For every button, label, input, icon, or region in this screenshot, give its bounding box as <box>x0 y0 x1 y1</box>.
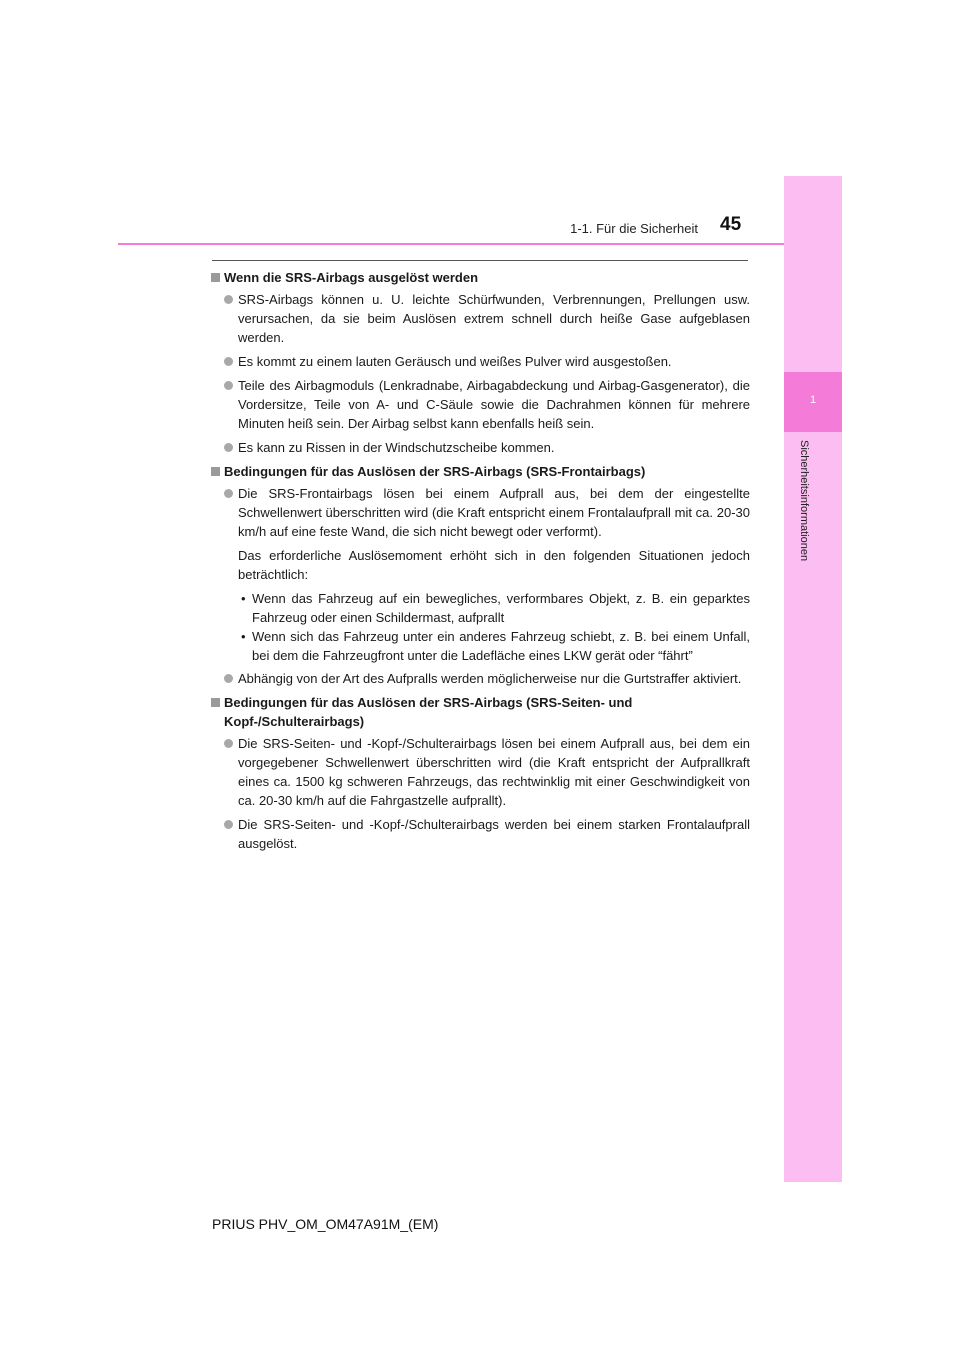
section-title: 1-1. Für die Sicherheit <box>570 221 698 236</box>
sub-bullet-mark: • <box>241 591 246 606</box>
circle-bullet-icon <box>224 820 233 829</box>
circle-bullet-icon <box>224 489 233 498</box>
chapter-label: Sicherheitsinformationen <box>798 440 810 562</box>
list-item-text: Teile des Airbagmoduls (Lenkradnabe, Airbagabdeckung und Airbag-Gasgenerator), die Vordersitze, Teile von A- und C-Säule sowie die Dachrahmen können für mehrere Minuten heiß sein. Der Airbag selbst kann ebenfalls heiß sein. <box>238 378 750 431</box>
list-item-text: Es kann zu Rissen in der Windschutzscheibe kommen. <box>238 440 555 455</box>
section-heading-text: Wenn die SRS-Airbags ausgelöst werden <box>224 270 479 285</box>
circle-bullet-icon <box>224 674 233 683</box>
list-item <box>210 484 750 541</box>
list-item <box>210 734 750 810</box>
square-bullet-icon <box>211 273 220 282</box>
sub-list-item <box>210 627 750 665</box>
list-item <box>210 438 750 457</box>
list-item <box>210 290 750 347</box>
list-item-text: SRS-Airbags können u. U. leichte Schürfwunden, Verbrennungen, Prellungen usw. verursachen, da sie beim Auslösen extrem schnell durch heiße Gase aufgeblasen werden. <box>238 292 750 345</box>
square-bullet-icon <box>211 698 220 707</box>
circle-bullet-icon <box>224 357 233 366</box>
circle-bullet-icon <box>224 381 233 390</box>
sub-bullet-mark: • <box>241 629 246 644</box>
header-rule <box>118 243 784 245</box>
section-heading <box>210 462 750 481</box>
list-item <box>210 352 750 371</box>
circle-bullet-icon <box>224 739 233 748</box>
sub-list-item <box>210 589 750 627</box>
list-item-text: Die SRS-Frontairbags lösen bei einem Aufprall aus, bei dem der eingestellte Schwellenwert überschritten wird (die Kraft entspricht einem Frontalaufprall mit ca. 20-30 km/h auf eine feste Wand, die sich nicht bewegt oder verformt). <box>238 486 750 539</box>
list-item <box>210 669 750 688</box>
list-item <box>210 376 750 433</box>
content-top-rule <box>212 260 748 261</box>
square-bullet-icon <box>211 467 220 476</box>
chapter-side-tab <box>784 176 842 1182</box>
page-content <box>210 268 750 858</box>
circle-bullet-icon <box>224 295 233 304</box>
section-heading-text: Bedingungen für das Auslösen der SRS-Airbags (SRS-Seiten- und Kopf-/Schulterairbags) <box>224 695 633 729</box>
sub-list-item-text: Wenn sich das Fahrzeug unter ein anderes Fahrzeug schiebt, z. B. bei einem Unfall, bei dem die Fahrzeugfront unter die Ladefläche eines LKW gerät oder “fährt” <box>252 629 750 663</box>
list-item <box>210 815 750 853</box>
document-code: PRIUS PHV_OM_OM47A91M_(EM) <box>212 1216 439 1232</box>
list-item-text: Die SRS-Seiten- und -Kopf-/Schulterairbags werden bei einem starken Frontalaufprall ausgelöst. <box>238 817 750 851</box>
list-item-text: Es kommt zu einem lauten Geräusch und weißes Pulver wird ausgestoßen. <box>238 354 672 369</box>
list-item-text: Abhängig von der Art des Aufpralls werden möglicherweise nur die Gurtstraffer aktiviert. <box>238 671 742 686</box>
page-number: 45 <box>720 214 742 235</box>
paragraph: Das erforderliche Auslösemoment erhöht sich in den folgenden Situationen jedoch beträchtlich: <box>238 548 750 582</box>
section-heading <box>210 693 750 731</box>
circle-bullet-icon <box>224 443 233 452</box>
sub-list-item-text: Wenn das Fahrzeug auf ein bewegliches, verformbares Objekt, z. B. ein geparktes Fahrzeug oder einen Schildermast, aufprallt <box>252 591 750 625</box>
section-heading-text: Bedingungen für das Auslösen der SRS-Airbags (SRS-Frontairbags) <box>224 464 646 479</box>
section-heading <box>210 268 750 287</box>
list-item-text: Die SRS-Seiten- und -Kopf-/Schulterairbags lösen bei einem Aufprall aus, bei dem ein vorgegebener Schwellenwert überschritten wird (die Kraft entspricht der Aufprallkraft eines ca. 1500 kg schweren Fahrzeugs, das rechtwinklig mit einer Geschwindigkeit von ca. 20-30 km/h auf die Fahrgastzelle aufprallt). <box>238 736 750 808</box>
chapter-number: 1 <box>809 394 817 406</box>
